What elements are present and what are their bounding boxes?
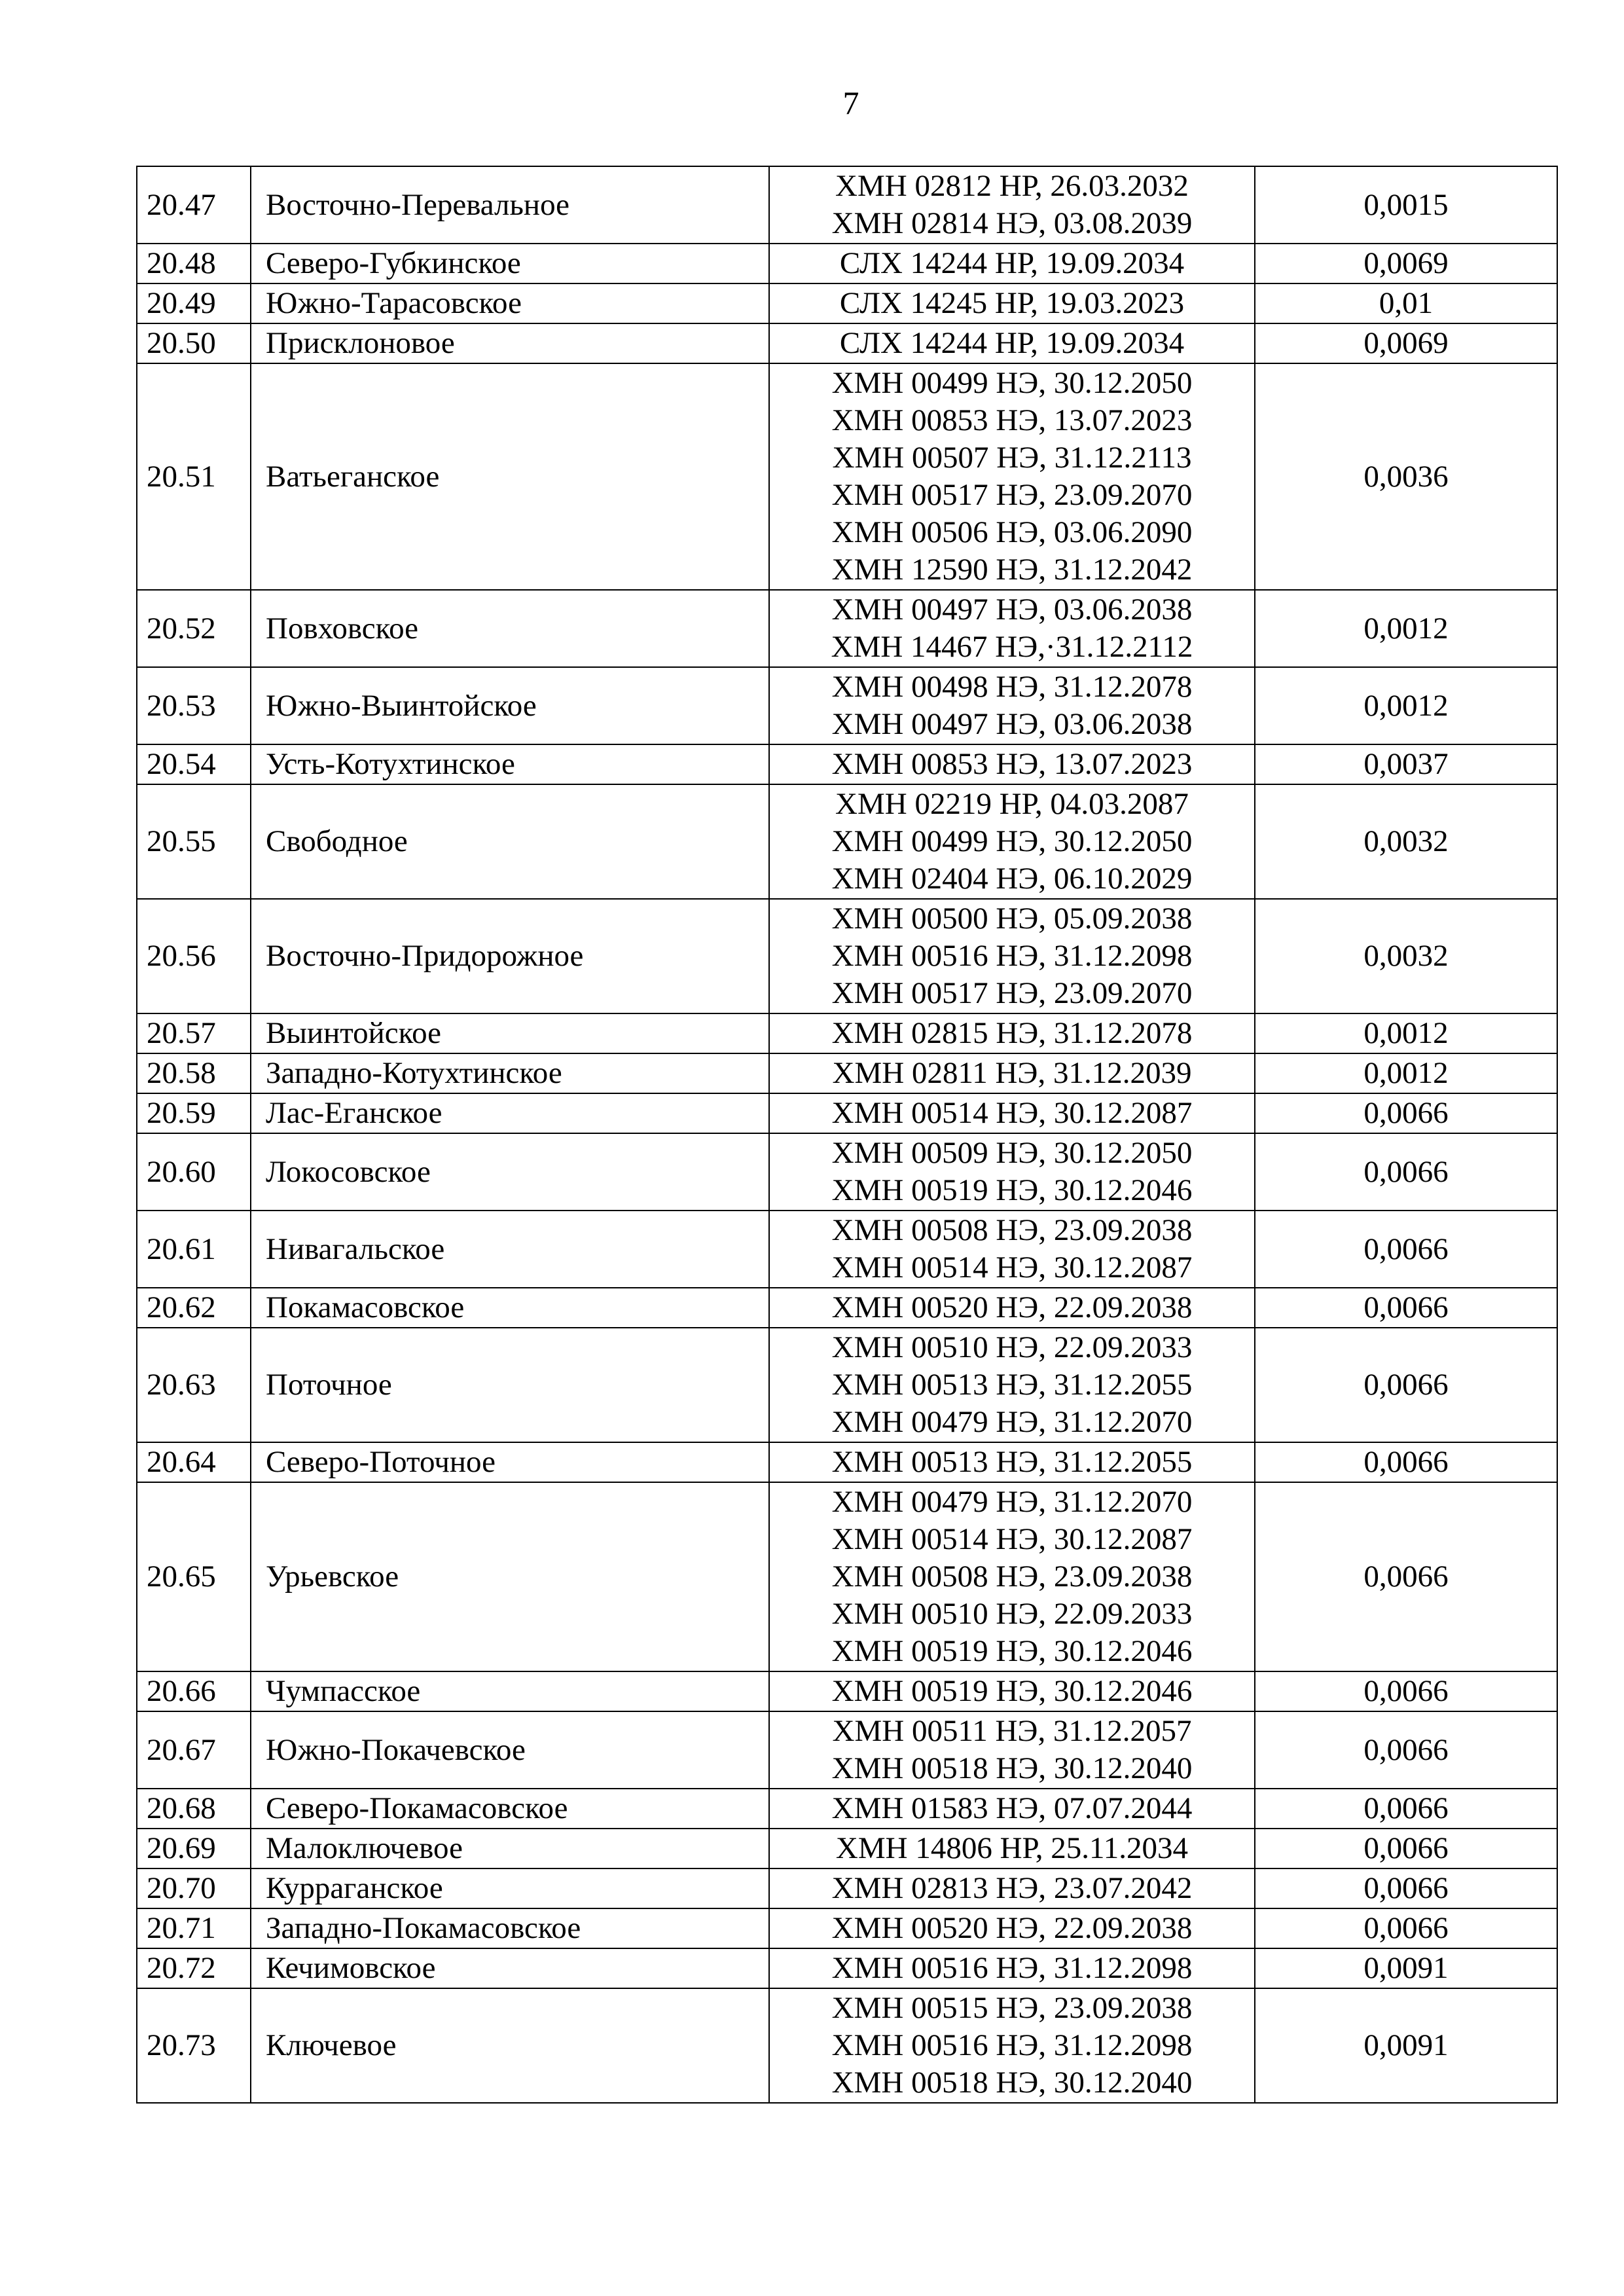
license-entry: ХМН 01583 НЭ, 07.07.2044 bbox=[831, 1791, 1193, 1825]
field-name: Западно-Покамасовское bbox=[251, 1908, 769, 1948]
field-name: Западно-Котухтинское bbox=[251, 1053, 769, 1093]
license-list bbox=[769, 784, 1255, 899]
coefficient-value: 0,0036 bbox=[1255, 363, 1557, 590]
license-list bbox=[769, 166, 1255, 244]
coefficient-value: 0,0069 bbox=[1255, 244, 1557, 283]
license-entry: ХМН 00518 НЭ, 30.12.2040 bbox=[831, 1751, 1193, 1785]
license-list bbox=[769, 1288, 1255, 1328]
table-row bbox=[137, 667, 1557, 744]
row-number: 20.53 bbox=[137, 667, 251, 744]
license-entry: ХМН 00499 НЭ, 30.12.2050 bbox=[831, 824, 1193, 858]
license-list bbox=[769, 1948, 1255, 1988]
license-list bbox=[769, 1053, 1255, 1093]
license-entry: ХМН 00479 НЭ, 31.12.2070 bbox=[831, 1405, 1193, 1439]
license-list bbox=[769, 323, 1255, 363]
coefficient-value: 0,01 bbox=[1255, 283, 1557, 323]
table-row bbox=[137, 1442, 1557, 1482]
license-entry: СЛХ 14244 НР, 19.09.2034 bbox=[839, 326, 1185, 360]
license-list bbox=[769, 1442, 1255, 1482]
license-list bbox=[769, 1711, 1255, 1789]
coefficient-value: 0,0091 bbox=[1255, 1948, 1557, 1988]
license-entry: ХМН 00498 НЭ, 31.12.2078 bbox=[831, 670, 1193, 704]
license-entry: ХМН 00508 НЭ, 23.09.2038 bbox=[831, 1559, 1193, 1594]
license-list bbox=[769, 244, 1255, 283]
license-entry: ХМН 00506 НЭ, 03.06.2090 bbox=[831, 515, 1193, 549]
row-number: 20.47 bbox=[137, 166, 251, 244]
license-entry: ХМН 00511 НЭ, 31.12.2057 bbox=[832, 1714, 1192, 1748]
license-entry: ХМН 00479 НЭ, 31.12.2070 bbox=[831, 1485, 1193, 1519]
table-row bbox=[137, 1711, 1557, 1789]
row-number: 20.49 bbox=[137, 283, 251, 323]
field-name: Восточно-Придорожное bbox=[251, 899, 769, 1013]
license-entry: ХМН 00520 НЭ, 22.09.2038 bbox=[831, 1290, 1193, 1324]
row-number: 20.71 bbox=[137, 1908, 251, 1948]
page-number: 7 bbox=[842, 84, 859, 121]
row-number: 20.58 bbox=[137, 1053, 251, 1093]
table-row bbox=[137, 1829, 1557, 1868]
field-name: Северо-Поточное bbox=[251, 1442, 769, 1482]
field-name: Повховское bbox=[251, 590, 769, 667]
license-list bbox=[769, 744, 1255, 784]
license-entry: ХМН 02404 НЭ, 06.10.2029 bbox=[831, 862, 1193, 896]
license-list bbox=[769, 1013, 1255, 1053]
coefficient-value: 0,0012 bbox=[1255, 590, 1557, 667]
field-name: Ватьеганское bbox=[251, 363, 769, 590]
license-list bbox=[769, 899, 1255, 1013]
license-entry: ХМН 00519 НЭ, 30.12.2046 bbox=[831, 1634, 1193, 1668]
row-number: 20.50 bbox=[137, 323, 251, 363]
table-row bbox=[137, 1013, 1557, 1053]
license-entry: СЛХ 14245 НР, 19.03.2023 bbox=[839, 286, 1185, 320]
coefficient-value: 0,0032 bbox=[1255, 784, 1557, 899]
coefficient-value: 0,0069 bbox=[1255, 323, 1557, 363]
license-list bbox=[769, 590, 1255, 667]
field-name: Нивагальское bbox=[251, 1211, 769, 1288]
license-entry: ХМН 00519 НЭ, 30.12.2046 bbox=[831, 1674, 1193, 1708]
license-entry: ХМН 00510 НЭ, 22.09.2033 bbox=[831, 1597, 1193, 1631]
license-entry: ХМН 02814 НЭ, 03.08.2039 bbox=[831, 206, 1193, 240]
table-row bbox=[137, 166, 1557, 244]
license-list bbox=[769, 1868, 1255, 1908]
field-name: Покамасовское bbox=[251, 1288, 769, 1328]
field-name: Южно-Тарасовское bbox=[251, 283, 769, 323]
row-number: 20.60 bbox=[137, 1133, 251, 1211]
license-entry: ХМН 00509 НЭ, 30.12.2050 bbox=[831, 1136, 1193, 1170]
license-entry: ХМН 00513 НЭ, 31.12.2055 bbox=[831, 1445, 1193, 1479]
license-entry: ХМН 00515 НЭ, 23.09.2038 bbox=[831, 1991, 1193, 2025]
table-row bbox=[137, 1133, 1557, 1211]
license-list bbox=[769, 667, 1255, 744]
row-number: 20.59 bbox=[137, 1093, 251, 1133]
coefficient-value: 0,0012 bbox=[1255, 1053, 1557, 1093]
license-list bbox=[769, 1829, 1255, 1868]
table-row bbox=[137, 1482, 1557, 1671]
coefficient-value: 0,0066 bbox=[1255, 1868, 1557, 1908]
row-number: 20.61 bbox=[137, 1211, 251, 1288]
table-row bbox=[137, 784, 1557, 899]
license-entry: ХМН 00853 НЭ, 13.07.2023 bbox=[831, 747, 1193, 781]
table-row bbox=[137, 323, 1557, 363]
license-entry: ХМН 00519 НЭ, 30.12.2046 bbox=[831, 1173, 1193, 1207]
table-row bbox=[137, 1671, 1557, 1711]
license-entry: ХМН 02219 НР, 04.03.2087 bbox=[835, 787, 1189, 821]
license-entry: ХМН 00520 НЭ, 22.09.2038 bbox=[831, 1911, 1193, 1945]
field-name: Выинтойское bbox=[251, 1013, 769, 1053]
coefficient-value: 0,0066 bbox=[1255, 1829, 1557, 1868]
license-entry: ХМН 00853 НЭ, 13.07.2023 bbox=[831, 403, 1193, 437]
license-entry: ХМН 00517 НЭ, 23.09.2070 bbox=[831, 478, 1193, 512]
coefficient-value: 0,0066 bbox=[1255, 1711, 1557, 1789]
row-number: 20.66 bbox=[137, 1671, 251, 1711]
coefficient-value: 0,0066 bbox=[1255, 1442, 1557, 1482]
license-entry: ХМН 00500 НЭ, 05.09.2038 bbox=[831, 902, 1193, 936]
row-number: 20.48 bbox=[137, 244, 251, 283]
table-row bbox=[137, 1053, 1557, 1093]
license-list bbox=[769, 1988, 1255, 2103]
coefficient-value: 0,0091 bbox=[1255, 1988, 1557, 2103]
field-name: Южно-Выинтойское bbox=[251, 667, 769, 744]
license-entry: ХМН 00510 НЭ, 22.09.2033 bbox=[831, 1330, 1193, 1364]
table-row bbox=[137, 590, 1557, 667]
license-list bbox=[769, 363, 1255, 590]
field-name: Малоключевое bbox=[251, 1829, 769, 1868]
field-name: Усть-Котухтинское bbox=[251, 744, 769, 784]
row-number: 20.70 bbox=[137, 1868, 251, 1908]
field-name: Ключевое bbox=[251, 1988, 769, 2103]
table-row bbox=[137, 1288, 1557, 1328]
license-list bbox=[769, 1328, 1255, 1442]
row-number: 20.67 bbox=[137, 1711, 251, 1789]
license-list bbox=[769, 283, 1255, 323]
coefficient-value: 0,0066 bbox=[1255, 1211, 1557, 1288]
field-name: Северо-Покамасовское bbox=[251, 1789, 769, 1829]
table-row bbox=[137, 363, 1557, 590]
fields-table bbox=[136, 166, 1558, 2104]
license-entry: ХМН 00513 НЭ, 31.12.2055 bbox=[831, 1368, 1193, 1402]
row-number: 20.57 bbox=[137, 1013, 251, 1053]
table-row bbox=[137, 1988, 1557, 2103]
field-name: Кечимовское bbox=[251, 1948, 769, 1988]
coefficient-value: 0,0012 bbox=[1255, 667, 1557, 744]
license-entry: ХМН 00518 НЭ, 30.12.2040 bbox=[831, 2066, 1193, 2100]
field-name: Чумпасское bbox=[251, 1671, 769, 1711]
license-entry: ХМН 00516 НЭ, 31.12.2098 bbox=[831, 2028, 1193, 2062]
table-row bbox=[137, 744, 1557, 784]
row-number: 20.55 bbox=[137, 784, 251, 899]
license-entry: ХМН 00516 НЭ, 31.12.2098 bbox=[831, 939, 1193, 973]
license-entry: ХМН 02813 НЭ, 23.07.2042 bbox=[831, 1871, 1193, 1905]
table-row bbox=[137, 1789, 1557, 1829]
license-entry: ХМН 00514 НЭ, 30.12.2087 bbox=[831, 1250, 1193, 1285]
license-list bbox=[769, 1789, 1255, 1829]
row-number: 20.73 bbox=[137, 1988, 251, 2103]
license-list bbox=[769, 1671, 1255, 1711]
row-number: 20.51 bbox=[137, 363, 251, 590]
row-number: 20.63 bbox=[137, 1328, 251, 1442]
field-name: Южно-Покачевское bbox=[251, 1711, 769, 1789]
license-entry: ХМН 14467 НЭ,·31.12.2112 bbox=[831, 630, 1193, 664]
license-entry: ХМН 00497 НЭ, 03.06.2038 bbox=[831, 592, 1193, 627]
license-entry: ХМН 00516 НЭ, 31.12.2098 bbox=[831, 1951, 1193, 1985]
license-entry: ХМН 02812 НР, 26.03.2032 bbox=[835, 169, 1189, 203]
license-entry: ХМН 02811 НЭ, 31.12.2039 bbox=[832, 1056, 1192, 1090]
license-list bbox=[769, 1133, 1255, 1211]
license-entry: ХМН 00514 НЭ, 30.12.2087 bbox=[831, 1522, 1193, 1556]
row-number: 20.54 bbox=[137, 744, 251, 784]
field-name: Курраганское bbox=[251, 1868, 769, 1908]
field-name: Лас-Еганское bbox=[251, 1093, 769, 1133]
row-number: 20.69 bbox=[137, 1829, 251, 1868]
license-entry: ХМН 02815 НЭ, 31.12.2078 bbox=[831, 1016, 1193, 1050]
row-number: 20.52 bbox=[137, 590, 251, 667]
coefficient-value: 0,0066 bbox=[1255, 1482, 1557, 1671]
license-list bbox=[769, 1093, 1255, 1133]
table-body bbox=[137, 166, 1557, 2103]
field-name: Северо-Губкинское bbox=[251, 244, 769, 283]
coefficient-value: 0,0066 bbox=[1255, 1671, 1557, 1711]
row-number: 20.65 bbox=[137, 1482, 251, 1671]
table-row bbox=[137, 1908, 1557, 1948]
license-entry: ХМН 00508 НЭ, 23.09.2038 bbox=[831, 1213, 1193, 1247]
row-number: 20.62 bbox=[137, 1288, 251, 1328]
coefficient-value: 0,0015 bbox=[1255, 166, 1557, 244]
field-name: Присклоновое bbox=[251, 323, 769, 363]
license-entry: ХМН 00499 НЭ, 30.12.2050 bbox=[831, 366, 1193, 400]
license-entry: ХМН 00507 НЭ, 31.12.2113 bbox=[832, 441, 1192, 475]
coefficient-value: 0,0032 bbox=[1255, 899, 1557, 1013]
license-entry: ХМН 12590 НЭ, 31.12.2042 bbox=[831, 553, 1193, 587]
coefficient-value: 0,0066 bbox=[1255, 1093, 1557, 1133]
license-list bbox=[769, 1908, 1255, 1948]
row-number: 20.64 bbox=[137, 1442, 251, 1482]
table-row bbox=[137, 1948, 1557, 1988]
coefficient-value: 0,0066 bbox=[1255, 1789, 1557, 1829]
table-row bbox=[137, 1211, 1557, 1288]
row-number: 20.72 bbox=[137, 1948, 251, 1988]
license-list bbox=[769, 1211, 1255, 1288]
license-entry: ХМН 00517 НЭ, 23.09.2070 bbox=[831, 976, 1193, 1010]
coefficient-value: 0,0066 bbox=[1255, 1133, 1557, 1211]
coefficient-value: 0,0066 bbox=[1255, 1288, 1557, 1328]
coefficient-value: 0,0037 bbox=[1255, 744, 1557, 784]
coefficient-value: 0,0012 bbox=[1255, 1013, 1557, 1053]
table-row bbox=[137, 1868, 1557, 1908]
license-list bbox=[769, 1482, 1255, 1671]
field-name: Локосовское bbox=[251, 1133, 769, 1211]
table-row bbox=[137, 1093, 1557, 1133]
table-row bbox=[137, 899, 1557, 1013]
row-number: 20.68 bbox=[137, 1789, 251, 1829]
license-entry: ХМН 00497 НЭ, 03.06.2038 bbox=[831, 707, 1193, 741]
table-row bbox=[137, 244, 1557, 283]
coefficient-value: 0,0066 bbox=[1255, 1908, 1557, 1948]
license-entry: ХМН 14806 НР, 25.11.2034 bbox=[835, 1831, 1189, 1865]
row-number: 20.56 bbox=[137, 899, 251, 1013]
coefficient-value: 0,0066 bbox=[1255, 1328, 1557, 1442]
license-entry: СЛХ 14244 НР, 19.09.2034 bbox=[839, 246, 1185, 280]
field-name: Поточное bbox=[251, 1328, 769, 1442]
field-name: Свободное bbox=[251, 784, 769, 899]
table-row bbox=[137, 283, 1557, 323]
license-entry: ХМН 00514 НЭ, 30.12.2087 bbox=[831, 1096, 1193, 1130]
field-name: Восточно-Перевальное bbox=[251, 166, 769, 244]
table-row bbox=[137, 1328, 1557, 1442]
field-name: Урьевское bbox=[251, 1482, 769, 1671]
